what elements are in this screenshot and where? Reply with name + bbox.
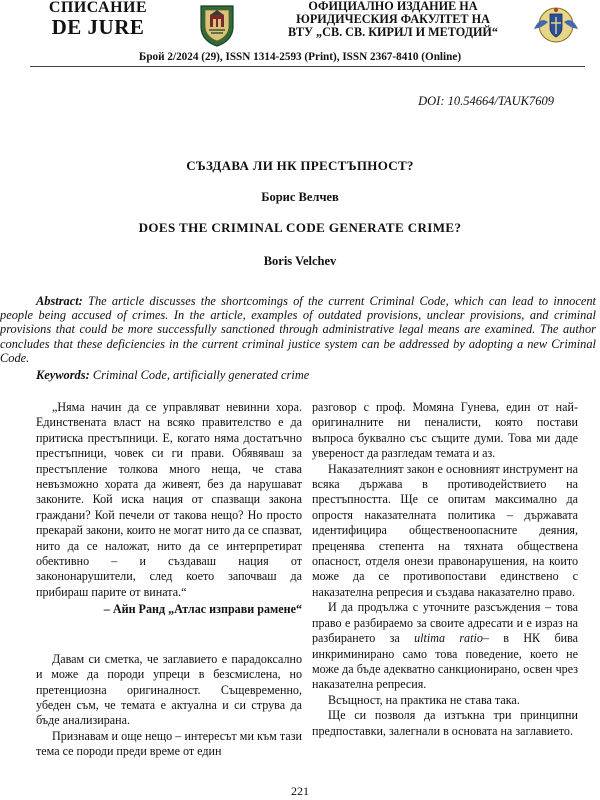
article-title-bg: СЪЗДАВА ЛИ НК ПРЕСТЪПНОСТ? bbox=[186, 158, 414, 173]
faculty-crest-icon bbox=[198, 3, 236, 47]
body-text: – в НК бива инкриминирано само това поведение, което не може да бъде адекватно санкционирано, освен чрез наказателна репресия. bbox=[312, 631, 579, 692]
journal-name bbox=[34, 0, 162, 38]
abstract-text: The article discusses the shortcomings of the current Criminal Code, which can lead to innocent people being accused of crimes. In the article, examples of outdated provisions, unclear provisions, and criminal provisions that could be more successfully sanctioned through administrative legal means are examined. The author concludes that these deficiencies in the current criminal justice system can be addressed by adopting a new Criminal Code. bbox=[0, 294, 597, 365]
keywords bbox=[36, 368, 596, 382]
publisher-line: ВТУ „СВ. СВ. КИРИЛ И МЕТОДИЙ“ bbox=[287, 25, 499, 39]
body-paragraph: Признавам и още нещо – интересът ми към тази тема се породи преди време от един bbox=[36, 728, 302, 759]
keywords-text: Criminal Code, artificially generated crime bbox=[92, 368, 310, 382]
header-divider bbox=[30, 66, 585, 67]
body-paragraph: Всъщност, на практика не става така. bbox=[328, 692, 520, 707]
article-title-en: DOES THE CRIMINAL CODE GENERATE CRIME? bbox=[138, 220, 462, 235]
epigraph-source: – Айн Ранд „Атлас изправи рамене“ bbox=[103, 602, 302, 617]
body-paragraph bbox=[312, 600, 578, 692]
author-name-en: Boris Velchev bbox=[263, 254, 337, 268]
body-column-left bbox=[36, 400, 302, 760]
body-paragraph: Давам си сметка, че заглавието е парадоксално и може да породи упреци в безсмислена, но претенциозна оригиналност. Същевременно, убеден съм, че темата е актуална и си струва да бъде анализирана. bbox=[36, 651, 302, 728]
publisher-line: ОФИЦИАЛНО ИЗДАНИЕ НА bbox=[308, 0, 478, 13]
ultima-ratio-term: ultima ratio bbox=[414, 631, 483, 646]
abstract bbox=[0, 294, 600, 365]
publisher-line: ЮРИДИЧЕСКИЯ ФАКУЛТЕТ НА bbox=[296, 12, 490, 26]
keywords-label: Keywords: bbox=[36, 368, 90, 382]
abstract-label: Abstract: bbox=[36, 294, 83, 308]
journal-name-line2: DE JURE bbox=[51, 15, 145, 39]
publisher-block bbox=[262, 0, 524, 39]
section-spacer bbox=[36, 618, 302, 652]
body-text: И да продължа с уточните разсъждения – това право е разбираемо за своите адресати и е израз на разбирането за bbox=[312, 600, 578, 646]
author-name-bg: Борис Велчев bbox=[261, 190, 339, 204]
journal-name-line1: СПИСАНИЕ bbox=[48, 0, 148, 16]
journal-header bbox=[0, 0, 600, 63]
body-column-right bbox=[312, 400, 578, 739]
epigraph: „Няма начин да се управляват невинни хора. Единствената власт на всяко правителство е да притиска престъпници. Е, когато няма достатъчно престъпници, човек си ги прави. Обявяваш за престъпление толкова много неща, че става невъзможно хората да живеят, без да нарушават законите. Кой иска нация от спазващи закона граждани? Кой печели от такова нещо? Но просто прекарай закони, които не могат нито да се спазват, нито да се наложат, нито да се интерпретират обективно – и създаваш нация от закононарушители, след което започваш да прибираш парите от вината.“ bbox=[36, 400, 302, 599]
issue-info: Брой 2/2024 (29), ISSN 1314-2593 (Print), ISSN 2367-8410 (Online) bbox=[138, 51, 462, 63]
body-paragraph: Ще си позволя да изтъкна три принципни предпоставки, залегнали в основата на заглавието. bbox=[312, 708, 578, 738]
doi-link[interactable]: DOI: 10.54664/TAUK7609 bbox=[418, 94, 554, 108]
body-paragraph: разговор с проф. Момяна Гунева, един от най-оригиналните ни пеналисти, която постави въпроса буквално със същите думи. Това ми даде увереност да разгледам темата и аз. bbox=[312, 400, 578, 461]
body-paragraph: Наказателният закон е основният инструмент на всяка държава в противодействието на престъпността. Ще се опитам максимално да опростя наказателната политика – държавата идентифицира общественоопасните деяния, преценява степента на тяхната обществена опасност, отделя онези правонарушения, на които може да се противопостави единствено с наказателна репресия и създава наказателно право. bbox=[312, 461, 578, 599]
page-number: 221 bbox=[291, 784, 309, 798]
university-emblem-icon bbox=[530, 4, 582, 46]
